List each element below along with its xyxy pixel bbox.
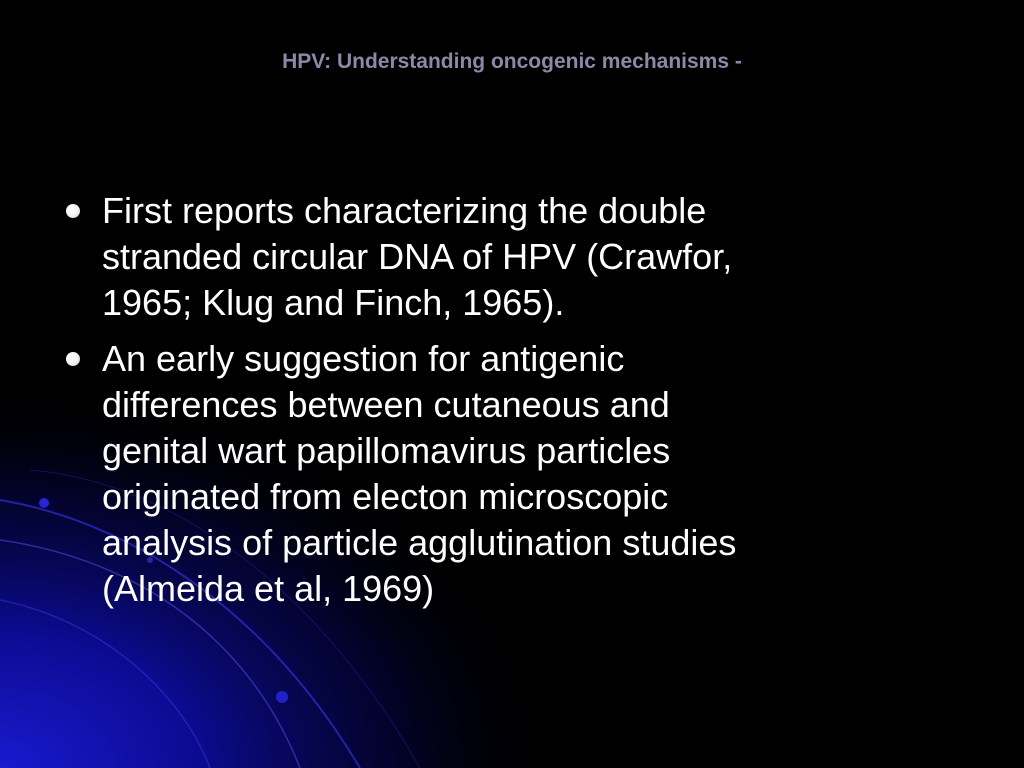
decor-dot-1: [39, 498, 49, 508]
bullet-text: First reports characterizing the double stranded circular DNA of HPV (Crawfor, 1965; Klug and Finch, 1965).: [102, 190, 733, 323]
bullet-icon: [66, 204, 80, 218]
bullet-icon: [66, 352, 80, 366]
bullet-text: An early suggestion for antigenic differences between cutaneous and genital wart papillomavirus particles originated from electon microscopic analysis of particle agglutination studies (Almeida et al, 1969): [102, 338, 737, 609]
decor-dot-2: [276, 691, 288, 703]
list-item: [62, 188, 962, 326]
slide-title: HPV: Understanding oncogenic mechanisms -: [282, 50, 742, 73]
list-item: [62, 336, 962, 612]
bullet-list: [62, 188, 962, 622]
